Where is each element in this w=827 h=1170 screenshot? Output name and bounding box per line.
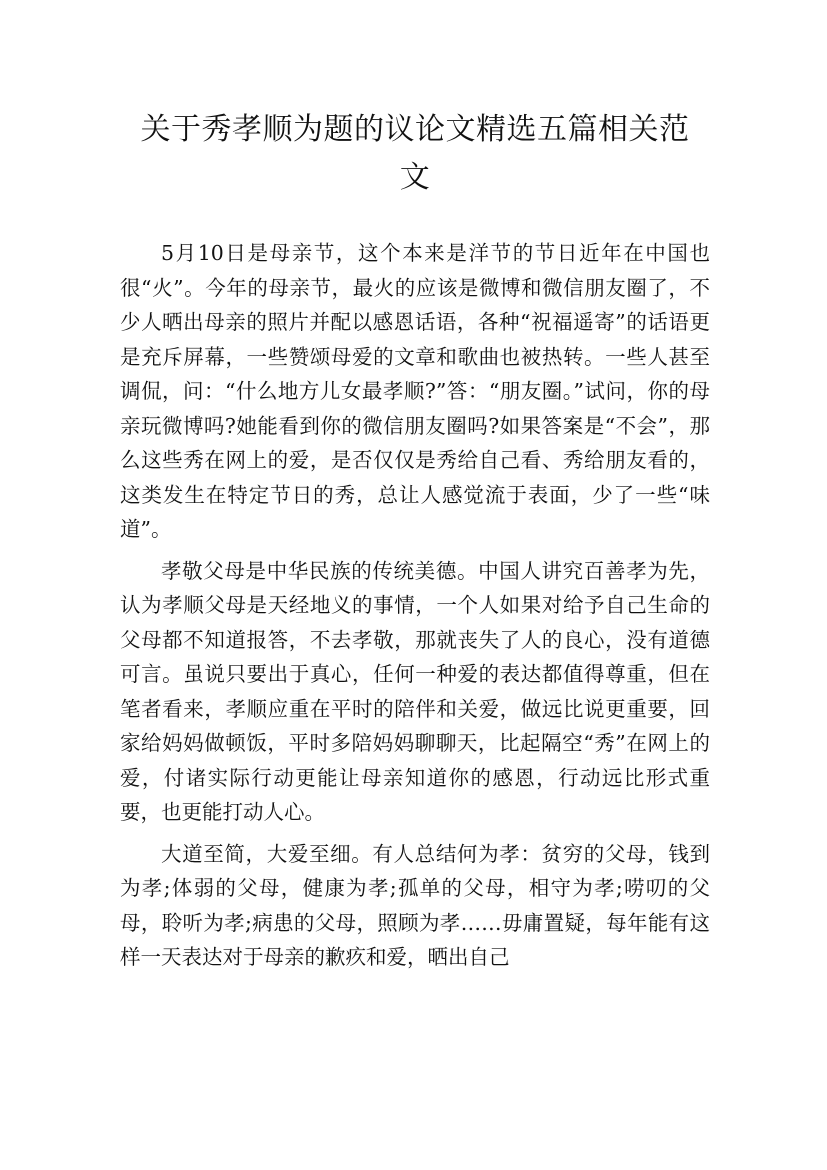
paragraph-1: 5月10日是母亲节，这个本来是洋节的节日近年在中国也很“火”。今年的母亲节，最火的应该是微博和微信朋友圈了，不少人晒出母亲的照片并配以感恩话语，各种“祝福遥寄”的话语更是充斥屏幕，一些赞颂母爱的文章和歌曲也被热转。一些人甚至调侃，问：“什么地方儿女最孝顺?”答：“朋友圈。”试问，你的母亲玩微博吗?她能看到你的微信朋友圈吗?如果答案是“不会”，那么这些秀在网上的爱，是否仅仅是秀给自己看、秀给朋友看的，这类发生在特定节日的秀，总让人感觉流于表面，少了一些“味道”。 — [120, 241, 710, 541]
document-title: 关于秀孝顺为题的议论文精选五篇相关范文 — [140, 112, 690, 195]
paragraph-3: 大道至简，大爱至细。有人总结何为孝：贫穷的父母，钱到为孝;体弱的父母，健康为孝;孤单的父母，相守为孝;唠叨的父母，聆听为孝;病患的父母，照顾为孝……毋庸置疑，每年能有这样一天表达对于母亲的歉疚和爱，晒出自己 — [120, 841, 710, 969]
paragraph-2: 孝敬父母是中华民族的传统美德。中国人讲究百善孝为先，认为孝顺父母是天经地义的事情，一个人如果对给予自己生命的父母都不知道报答，不去孝敬，那就丧失了人的良心，没有道德可言。虽说只要出于真心，任何一种爱的表达都值得尊重，但在笔者看来，孝顺应重在平时的陪伴和关爱，做远比说更重要，回家给妈妈做顿饭，平时多陪妈妈聊聊天，比起隔空“秀”在网上的爱，付诸实际行动更能让母亲知道你的感恩，行动远比形式重要，也更能打动人心。 — [120, 558, 710, 824]
document-body — [120, 236, 710, 982]
